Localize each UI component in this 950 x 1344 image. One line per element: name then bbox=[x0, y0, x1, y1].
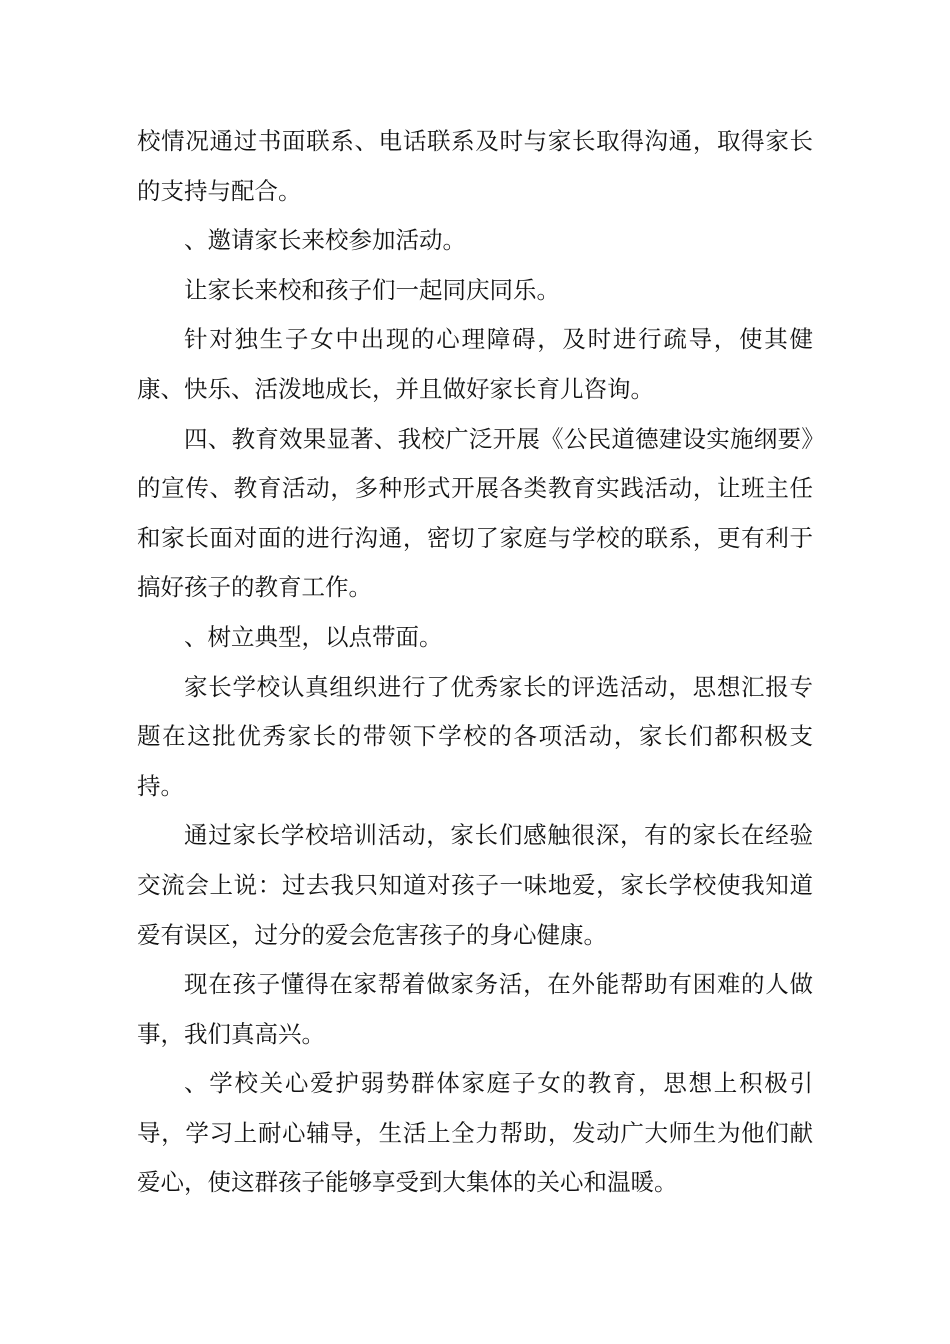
paragraph-disadvantaged-care: 、学校关心爱护弱势群体家庭子女的教育，思想上积极引导，学习上耐心辅导，生活上全力帮助，发动广大师生为他们献爱心，使这群孩子能够享受到大集体的关心和温暖。 bbox=[137, 1069, 813, 1197]
paragraph-invite-parents: 、邀请家长来校参加活动。 bbox=[184, 226, 466, 255]
paragraph-section-four: 四、教育效果显著、我校广泛开展《公民道德建设实施纲要》的宣传、教育活动，多种形式开展各类教育实践活动，让班主任和家长面对面的进行沟通，密切了家庭与学校的联系，更有利于搞好孩子的教育工作。 bbox=[137, 424, 813, 602]
paragraph-excellent-parents: 家长学校认真组织进行了优秀家长的评选活动，思想汇报专题在这批优秀家长的带领下学校的各项活动，家长们都积极支持。 bbox=[137, 672, 813, 800]
paragraph-celebrate: 让家长来校和孩子们一起同庆同乐。 bbox=[184, 275, 560, 304]
paragraph-role-models: 、树立典型，以点带面。 bbox=[184, 622, 443, 651]
paragraph-training-feedback: 通过家长学校培训活动，家长们感触很深，有的家长在经验交流会上说：过去我只知道对孩子一味地爱，家长学校使我知道爱有误区，过分的爱会危害孩子的身心健康。 bbox=[137, 821, 813, 949]
paragraph-children-change: 现在孩子懂得在家帮着做家务活，在外能帮助有困难的人做事，我们真高兴。 bbox=[137, 970, 813, 1048]
paragraph-continuation: 校情况通过书面联系、电话联系及时与家长取得沟通，取得家长的支持与配合。 bbox=[137, 127, 813, 205]
document-body bbox=[137, 117, 813, 1208]
paragraph-counseling: 针对独生子女中出现的心理障碍，及时进行疏导，使其健康、快乐、活泼地成长，并且做好家长育儿咨询。 bbox=[137, 325, 813, 403]
